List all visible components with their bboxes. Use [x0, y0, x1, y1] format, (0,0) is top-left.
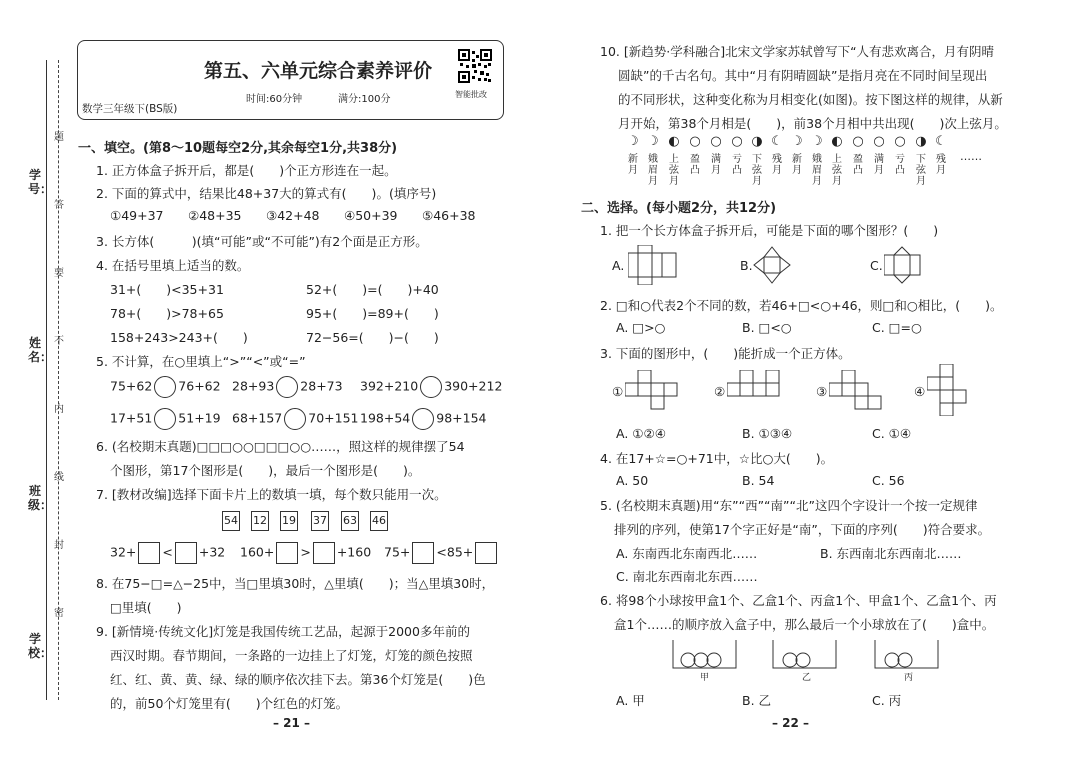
- question-5: 5. 不计算，在○里填上“>”“<”或“=”: [96, 354, 306, 369]
- answer-circle[interactable]: [420, 376, 442, 398]
- moon-label: 上弦月: [832, 154, 842, 187]
- expr: 392+210: [360, 378, 419, 394]
- exam-score: 满分:100分: [338, 94, 391, 105]
- page-title: 第五、六单元综合素养评价: [204, 60, 433, 82]
- expr: <85+: [436, 544, 474, 560]
- question-5-row: [360, 408, 487, 430]
- moon-label: 新月: [628, 154, 638, 176]
- choice-4: 4. 在17+☆=○+71中，☆比○大( )。: [600, 451, 834, 466]
- ball-box-jia-icon: [672, 640, 738, 673]
- question-2-option: ④50+39: [344, 208, 398, 223]
- ball-box-label: 丙: [904, 673, 914, 683]
- choice-2-option-b[interactable]: B. □<○: [742, 320, 792, 335]
- question-4: 4. 在括号里填上适当的数。: [96, 258, 250, 273]
- student-name-label: 姓名：: [28, 336, 53, 364]
- binding-hint: 内: [54, 404, 64, 415]
- question-9-line-4: 的，前50个灯笼里有( )个红色的灯笼。: [110, 696, 349, 711]
- question-7-row: [384, 542, 499, 564]
- choice-3: 3. 下面的图形中，( )能折成一个正方体。: [600, 346, 851, 361]
- number-card: 46: [370, 511, 388, 531]
- ball-box-yi-icon: [772, 640, 838, 673]
- binding-hint: 密: [54, 608, 64, 619]
- cube-net-3-icon: [829, 370, 885, 413]
- moon-label: 盈凸: [853, 154, 863, 176]
- moon-label: 新月: [792, 154, 802, 176]
- qr-code-icon: [458, 49, 492, 83]
- answer-box[interactable]: [313, 542, 335, 564]
- expr: 75+62: [110, 378, 153, 394]
- choice-2-option-c[interactable]: C. □=○: [872, 320, 922, 335]
- choice-5-line-2: 排列的序列，使第17个字正好是“南”，下面的序列( )符合要求。: [614, 522, 991, 537]
- binding-hint: 线: [54, 472, 64, 483]
- question-10-line-3: 的不同形状，这种变化称为月相变化(如图)。按下图这样的规律，从新: [618, 92, 1003, 107]
- choice-2: 2. □和○代表2个不同的数，若46+□<○+46，则□和○相比，( )。: [600, 298, 1003, 313]
- new-moon-icon: ☽: [627, 134, 639, 149]
- choice-5-option-c[interactable]: C. 南北东西南北东西……: [616, 569, 758, 584]
- expr: 390+212: [444, 378, 503, 394]
- question-10-line-4: 月开始，第38个月相是( )，前38个月相中共出现( )次上弦月。: [618, 116, 1007, 131]
- question-5-row: [232, 408, 359, 430]
- moon-ellipsis: ……: [960, 150, 982, 163]
- last-quarter-moon-icon: ◑: [915, 134, 927, 149]
- answer-box[interactable]: [276, 542, 298, 564]
- binding-hint: 答: [54, 200, 64, 211]
- waning-crescent-icon: ☾: [935, 134, 947, 149]
- answer-circle[interactable]: [284, 408, 306, 430]
- question-2-option: ③42+48: [266, 208, 320, 223]
- cube-net-4-icon: [927, 364, 971, 419]
- school-label: 学校：: [28, 632, 53, 660]
- choice-3-figure-mark: ①: [612, 384, 624, 399]
- choice-1-option-c[interactable]: C.: [870, 258, 883, 273]
- ball-box-label: 甲: [700, 673, 710, 683]
- crescent-moon-icon: ☽: [647, 134, 659, 149]
- answer-box[interactable]: [475, 542, 497, 564]
- question-9-line-3: 红、红、黄、黄、绿、绿的顺序依次挂下去。第36个灯笼是( )色: [110, 672, 486, 687]
- question-9-line-1: 9. [新情境·传统文化]灯笼是我国传统工艺品，起源于2000多年前的: [96, 624, 470, 639]
- number-card: 12: [251, 511, 269, 531]
- full-moon-icon: ○: [873, 134, 885, 149]
- expr: 76+62: [178, 378, 221, 394]
- answer-circle[interactable]: [154, 408, 176, 430]
- number-card: 54: [222, 511, 240, 531]
- binding-hint: 封: [54, 540, 64, 551]
- answer-circle[interactable]: [276, 376, 298, 398]
- binding-hint: 不: [54, 336, 64, 347]
- expr: 160+: [240, 544, 275, 560]
- box-net-b-icon: [752, 245, 792, 288]
- binding-line-outer: [46, 60, 47, 700]
- choice-3-figure-mark: ②: [714, 384, 726, 399]
- choice-6-line-2: 盒1个……的顺序放入盒子中，那么最后一个小球放在了( )盒中。: [614, 617, 995, 632]
- choice-3-figure-mark: ③: [816, 384, 828, 399]
- ball-box-bing-icon: [874, 640, 940, 673]
- waxing-gibbous-icon: ○: [852, 134, 864, 149]
- question-6-line-2: 个图形，第17个图形是( )，最后一个图形是( )。: [110, 463, 421, 478]
- expr: <: [162, 544, 173, 560]
- answer-box[interactable]: [412, 542, 434, 564]
- crescent-moon-icon: ☽: [811, 134, 823, 149]
- question-10-line-1: 10. [新趋势·学科融合]北宋文学家苏轼曾写下“人有悲欢离合，月有阴晴: [600, 44, 995, 59]
- question-8-line-1: 8. 在75−□=△−25中，当□里填30时，△里填( )；当△里填30时，: [96, 576, 495, 591]
- expr: 70+151: [308, 410, 359, 426]
- binding-hint: 要: [54, 268, 64, 279]
- question-4-item: 31+( )<35+31: [110, 282, 224, 297]
- question-9-line-2: 西汉时期。春节期间，一条路的一边挂上了灯笼，灯笼的颜色按照: [110, 648, 473, 663]
- moon-label: 下弦月: [916, 154, 926, 187]
- question-8-line-2: □里填( ): [110, 600, 182, 615]
- answer-box[interactable]: [138, 542, 160, 564]
- choice-3-option-c[interactable]: C. ①④: [872, 426, 912, 441]
- question-4-item: 52+( )=( )+40: [306, 282, 439, 297]
- moon-label: 亏凸: [732, 154, 742, 176]
- choice-5-option-b[interactable]: B. 东西南北东西南北……: [820, 546, 962, 561]
- question-4-item: 158+243>243+( ): [110, 330, 248, 345]
- section-fill-blank-title: 一、填空。(第8～10题每空2分,其余每空1分,共38分): [78, 141, 398, 156]
- choice-1-option-a[interactable]: A.: [612, 258, 625, 273]
- expr: 198+54: [360, 410, 411, 426]
- student-number-label: 学号：: [28, 168, 53, 196]
- choice-6-option-c[interactable]: C. 丙: [872, 693, 902, 708]
- question-5-row: [110, 408, 221, 430]
- question-4-item: 72−56=( )−( ): [306, 330, 439, 345]
- binding-hint: 题: [54, 132, 64, 143]
- moon-label: 亏凸: [895, 154, 905, 176]
- expr: 51+19: [178, 410, 221, 426]
- moon-label: 娥眉月: [648, 154, 658, 187]
- choice-4-option-c[interactable]: C. 56: [872, 473, 905, 488]
- expr: 68+157: [232, 410, 283, 426]
- expr: >: [300, 544, 311, 560]
- waning-gibbous-icon: ○: [894, 134, 906, 149]
- choice-5-line-1: 5. (名校期末真题)用“东”“西”“南”“北”这四个字设计一个按一定规律: [600, 498, 978, 513]
- choice-2-option-a[interactable]: A. □>○: [616, 320, 666, 335]
- expr: 75+: [384, 544, 411, 560]
- choice-4-option-b[interactable]: B. 54: [742, 473, 775, 488]
- expr: +32: [198, 544, 226, 560]
- choice-6-option-b[interactable]: B. 乙: [742, 693, 772, 708]
- page-number-left: – 21 –: [273, 716, 311, 730]
- choice-4-option-a[interactable]: A. 50: [616, 473, 649, 488]
- number-card: 37: [311, 511, 329, 531]
- choice-5-option-a[interactable]: A. 东南西北东南西北……: [616, 546, 758, 561]
- answer-box[interactable]: [175, 542, 197, 564]
- question-10-line-2: 圆缺”的千古名句。其中“月有阴晴圆缺”是指月亮在不同时间呈现出: [618, 68, 988, 83]
- cube-net-2-icon: [727, 370, 783, 413]
- cube-net-1-icon: [625, 370, 681, 413]
- expr: 28+93: [232, 378, 275, 394]
- question-4-item: 95+( )=89+( ): [306, 306, 439, 321]
- box-net-c-icon: [884, 245, 924, 288]
- full-moon-icon: ○: [710, 134, 722, 149]
- waning-gibbous-icon: ○: [731, 134, 743, 149]
- moon-label: 残月: [772, 154, 782, 176]
- moon-label: 满月: [874, 154, 884, 176]
- expr: +160: [336, 544, 372, 560]
- question-5-row: [110, 376, 221, 398]
- expr: 32+: [110, 544, 137, 560]
- question-4-item: 78+( )>78+65: [110, 306, 224, 321]
- number-card: 19: [280, 511, 298, 531]
- question-2: 2. 下面的算式中，结果比48+37大的算式有( )。(填序号): [96, 186, 437, 201]
- choice-3-option-a[interactable]: A. ①②④: [616, 426, 666, 441]
- moon-label: 残月: [936, 154, 946, 176]
- first-quarter-moon-icon: ◐: [831, 134, 843, 149]
- choice-3-figure-mark: ④: [914, 384, 926, 399]
- question-7: 7. [教材改编]选择下面卡片上的数填一填，每个数只能用一次。: [96, 487, 447, 502]
- moon-label: 盈凸: [690, 154, 700, 176]
- question-1: 1. 正方体盒子拆开后，都是( )个正方形连在一起。: [96, 163, 397, 178]
- moon-label: 上弦月: [669, 154, 679, 187]
- question-5-row: [360, 376, 502, 398]
- moon-label: 满月: [711, 154, 721, 176]
- moon-label: 娥眉月: [812, 154, 822, 187]
- class-label: 班级：: [28, 484, 53, 512]
- question-2-option: ①49+37: [110, 208, 164, 223]
- first-quarter-moon-icon: ◐: [668, 134, 680, 149]
- qr-caption: 智能批改: [455, 90, 487, 99]
- answer-circle[interactable]: [154, 376, 176, 398]
- choice-6-line-1: 6. 将98个小球按甲盒1个、乙盒1个、丙盒1个、甲盒1个、乙盒1个、丙: [600, 593, 997, 608]
- box-net-a-icon: [628, 245, 678, 288]
- expr: 98+154: [436, 410, 487, 426]
- number-card: 63: [341, 511, 359, 531]
- section-choice-title: 二、选择。(每小题2分，共12分): [581, 201, 777, 216]
- choice-1: 1. 把一个长方体盒子拆开后，可能是下面的哪个图形？( ): [600, 223, 939, 238]
- choice-3-option-b[interactable]: B. ①③④: [742, 426, 793, 441]
- question-7-row: [110, 542, 225, 564]
- subject-label: 数学三年级下(BS版): [82, 103, 178, 115]
- question-5-row: [232, 376, 343, 398]
- question-2-option: ②48+35: [188, 208, 242, 223]
- expr: 28+73: [300, 378, 343, 394]
- new-moon-icon: ☽: [791, 134, 803, 149]
- choice-1-option-b[interactable]: B.: [740, 258, 753, 273]
- waxing-gibbous-icon: ○: [689, 134, 701, 149]
- question-3: 3. 长方体( )(填“可能”或“不可能”)有2个面是正方形。: [96, 234, 428, 249]
- question-7-row: [240, 542, 371, 564]
- question-6-line-1: 6. (名校期末真题)□□□○○□□□○○……，照这样的规律摆了54: [96, 439, 465, 454]
- waning-crescent-icon: ☾: [771, 134, 783, 149]
- choice-6-option-a[interactable]: A. 甲: [616, 693, 645, 708]
- moon-label: 下弦月: [752, 154, 762, 187]
- answer-circle[interactable]: [412, 408, 434, 430]
- expr: 17+51: [110, 410, 153, 426]
- page-number-right: – 22 –: [772, 716, 810, 730]
- exam-time: 时间:60分钟: [246, 94, 303, 105]
- ball-box-label: 乙: [802, 673, 812, 683]
- question-2-option: ⑤46+38: [422, 208, 476, 223]
- last-quarter-moon-icon: ◑: [751, 134, 763, 149]
